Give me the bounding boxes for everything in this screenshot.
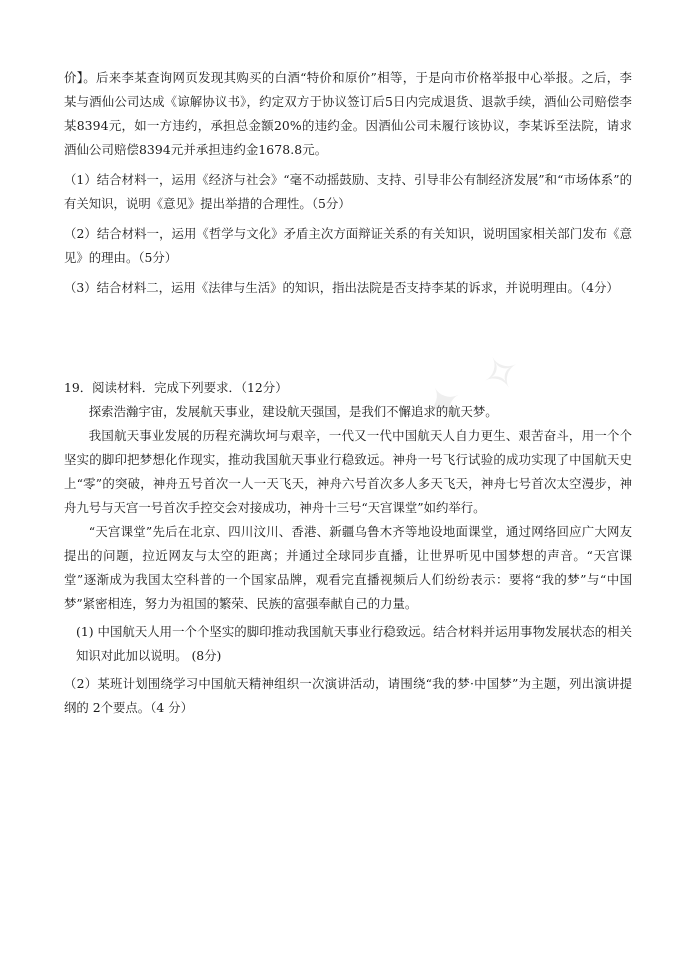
material-paragraph-3: “天宫课堂”先后在北京、四川汶川、香港、新疆乌鲁木齐等地设地面课堂，通过网络回应广大网友提出的问题，拉近网友与太空的距离；并通过全球同步直播，让世界听见中国梦想的声音。“天宫课堂”逐渐成为我国太空科普的一个国家品牌，观看完直播视频后人们纷纷表示：要将“我的梦”与“中国梦”紧密相连，努力为祖国的繁荣、民族的富强奉献自己的力量。 <box>64 524 632 611</box>
watermark-icon: ✦ ✧ <box>413 337 536 437</box>
question-18-part-2: （2）结合材料一，运用《哲学与文化》矛盾主次方面辩证关系的有关知识，说明国家相关部门发布《意见》的理由。（5分） <box>64 226 632 265</box>
question-19-part-1: (1) 中国航天人用一个个坚实的脚印推动我国航天事业行稳致远。结合材料并运用事物发展状态的相关知识对此加以说明。 (8分) <box>76 624 632 663</box>
material-paragraph-2: 我国航天事业发展的历程充满坎坷与艰辛，一代又一代中国航天人自力更生、艰苦奋斗，用一个个坚实的脚印把梦想化作现实，推动我国航天事业行稳致远。神舟一号飞行试验的成功实现了中国航天史上“零”的突破，神舟五号首次一人一天飞天，神舟六号首次多人多天飞天，神舟七号首次太空漫步，神舟九号与天宫一号首次手控交会对接成功，神舟十三号“天宫课堂”如约举行。 <box>64 428 632 515</box>
exam-page <box>64 66 632 720</box>
question-19-heading: 19．阅读材料．完成下列要求．（12分） <box>64 380 288 395</box>
material-paragraph-1: 探索浩瀚宇宙，发展航天事业，建设航天强国，是我们不懈追求的航天梦。 <box>88 404 498 419</box>
question-18-part-1: （1）结合材料一，运用《经济与社会》“毫不动摇鼓励、支持、引导非公有制经济发展”和“市场体系”的有关知识，说明《意见》提出举措的合理性。（5分） <box>64 172 632 211</box>
question-18-part-3: （3）结合材料二，运用《法律与生活》的知识，指出法院是否支持李某的诉求，并说明理由。（4分） <box>64 280 619 295</box>
material-two-continued: 价】。后来李某查询网页发现其购买的白酒“特价和原价”相等，于是向市价格举报中心举报。之后，李某与酒仙公司达成《谅解协议书》，约定双方于协议签订后5日内完成退货、退款手续，酒仙公司赔偿李某8394元，如一方违约，承担总金额20%的违约金。因酒仙公司未履行该协议，李某诉至法院，请求酒仙公司赔偿8394元并承担违约金1678.8元。 <box>64 70 632 157</box>
question-19-part-2: （2）某班计划围绕学习中国航天精神组织一次演讲活动，请围绕“我的梦·中国梦”为主题，列出演讲提纲的 2个要点。（4 分） <box>64 676 632 715</box>
